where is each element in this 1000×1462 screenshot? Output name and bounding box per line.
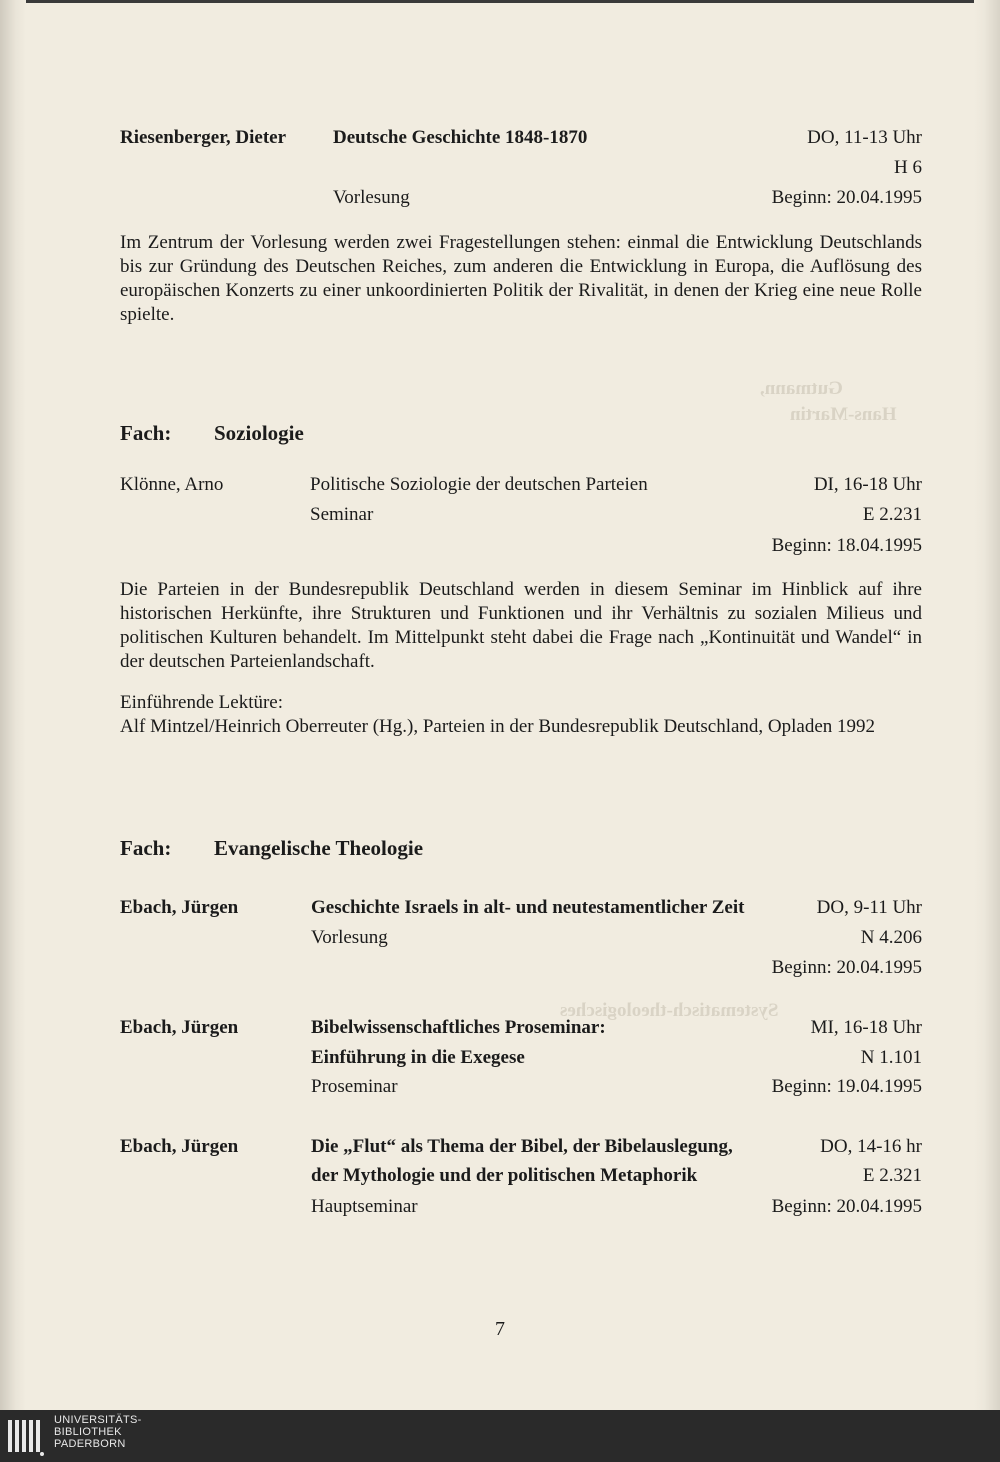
lecturer-name: Klönne, Arno	[120, 474, 224, 495]
section-title: Soziologie	[214, 421, 304, 445]
section-label: Fach:	[120, 421, 172, 445]
course-start: Beginn: 20.04.1995	[771, 957, 922, 978]
course-title: Bibelwissenschaftliches Proseminar:	[311, 1017, 606, 1038]
course-start: Beginn: 18.04.1995	[771, 535, 922, 556]
course-title: Die „Flut“ als Thema der Bibel, der Bibelauslegung,	[311, 1136, 733, 1157]
library-name	[54, 1414, 142, 1450]
course-time: DO, 11-13 Uhr	[807, 127, 922, 148]
course-room: N 1.101	[860, 1047, 922, 1068]
course-title: Geschichte Israels in alt- und neutestamentlicher Zeit	[311, 897, 745, 918]
library-name-line1: UNIVERSITÄTS-	[54, 1414, 142, 1426]
library-footer	[0, 1410, 1000, 1462]
course-type: Vorlesung	[333, 187, 410, 208]
bleed-through: Gutmann,	[760, 378, 843, 399]
library-logo-icon	[6, 1416, 46, 1456]
lecturer-name: Riesenberger, Dieter	[120, 127, 287, 148]
page-right-edge	[974, 0, 1000, 1410]
course-type: Vorlesung	[311, 927, 388, 948]
page-gutter-shadow	[0, 0, 26, 1410]
course-time: MI, 16-18 Uhr	[810, 1017, 922, 1038]
section-label: Fach:	[120, 836, 172, 860]
course-room: E 2.231	[862, 504, 922, 525]
course-title-line2: der Mythologie und der politischen Metaphorik	[311, 1165, 698, 1186]
course-title-line2: Einführung in die Exegese	[311, 1047, 525, 1068]
course-start: Beginn: 20.04.1995	[771, 1196, 922, 1217]
course-title: Deutsche Geschichte 1848-1870	[333, 127, 588, 148]
page-top-edge	[0, 0, 1000, 3]
reading-entry: Alf Mintzel/Heinrich Oberreuter (Hg.), Parteien in der Bundesrepublik Deutschland, Opladen 1992	[120, 716, 876, 737]
course-description: Im Zentrum der Vorlesung werden zwei Fragestellungen stehen: einmal die Entwicklung Deutschlands bis zur Gründung des Deutschen Reiches, zum anderen die Entwicklung in Europa, die Auflösung des europäischen Konzerts zu einer unkoordinierten Politik der Rivalität, in denen der Krieg eine neue Rolle spielte.	[120, 232, 922, 325]
course-start: Beginn: 20.04.1995	[771, 187, 922, 208]
course-type: Seminar	[310, 504, 374, 525]
course-room: N 4.206	[860, 927, 922, 948]
course-time: DO, 14-16 hr	[820, 1136, 922, 1157]
page-number: 7	[495, 1318, 505, 1340]
bleed-through: Systematisch-theologisches	[560, 1000, 779, 1021]
lecturer-name: Ebach, Jürgen	[120, 1136, 239, 1157]
lecturer-name: Ebach, Jürgen	[120, 1017, 239, 1038]
course-start: Beginn: 19.04.1995	[771, 1076, 922, 1097]
lecturer-name: Ebach, Jürgen	[120, 897, 239, 918]
course-room: H 6	[894, 157, 922, 178]
library-name-line3: PADERBORN	[54, 1438, 126, 1450]
reading-label: Einführende Lektüre:	[120, 692, 284, 713]
course-time: DO, 9-11 Uhr	[816, 897, 922, 918]
bleed-through: Hans-Martin	[790, 404, 897, 425]
section-title: Evangelische Theologie	[214, 836, 424, 860]
course-type: Proseminar	[311, 1076, 398, 1097]
course-room: E 2.321	[862, 1165, 922, 1186]
course-title: Politische Soziologie der deutschen Parteien	[310, 474, 648, 495]
library-name-line2: BIBLIOTHEK	[54, 1426, 122, 1438]
course-type: Hauptseminar	[311, 1196, 418, 1217]
course-description: Die Parteien in der Bundesrepublik Deutschland werden in diesem Seminar im Hinblick auf ihre historischen Herkünfte, ihre Strukturen und Funktionen und ihr Verhältnis zu sozialen Milieus und politischen Kulturen behandelt. Im Mittelpunkt steht dabei die Frage nach „Kontinuität und Wandel“ in der deutschen Parteienlandschaft.	[120, 579, 922, 672]
course-time: DI, 16-18 Uhr	[813, 474, 922, 495]
